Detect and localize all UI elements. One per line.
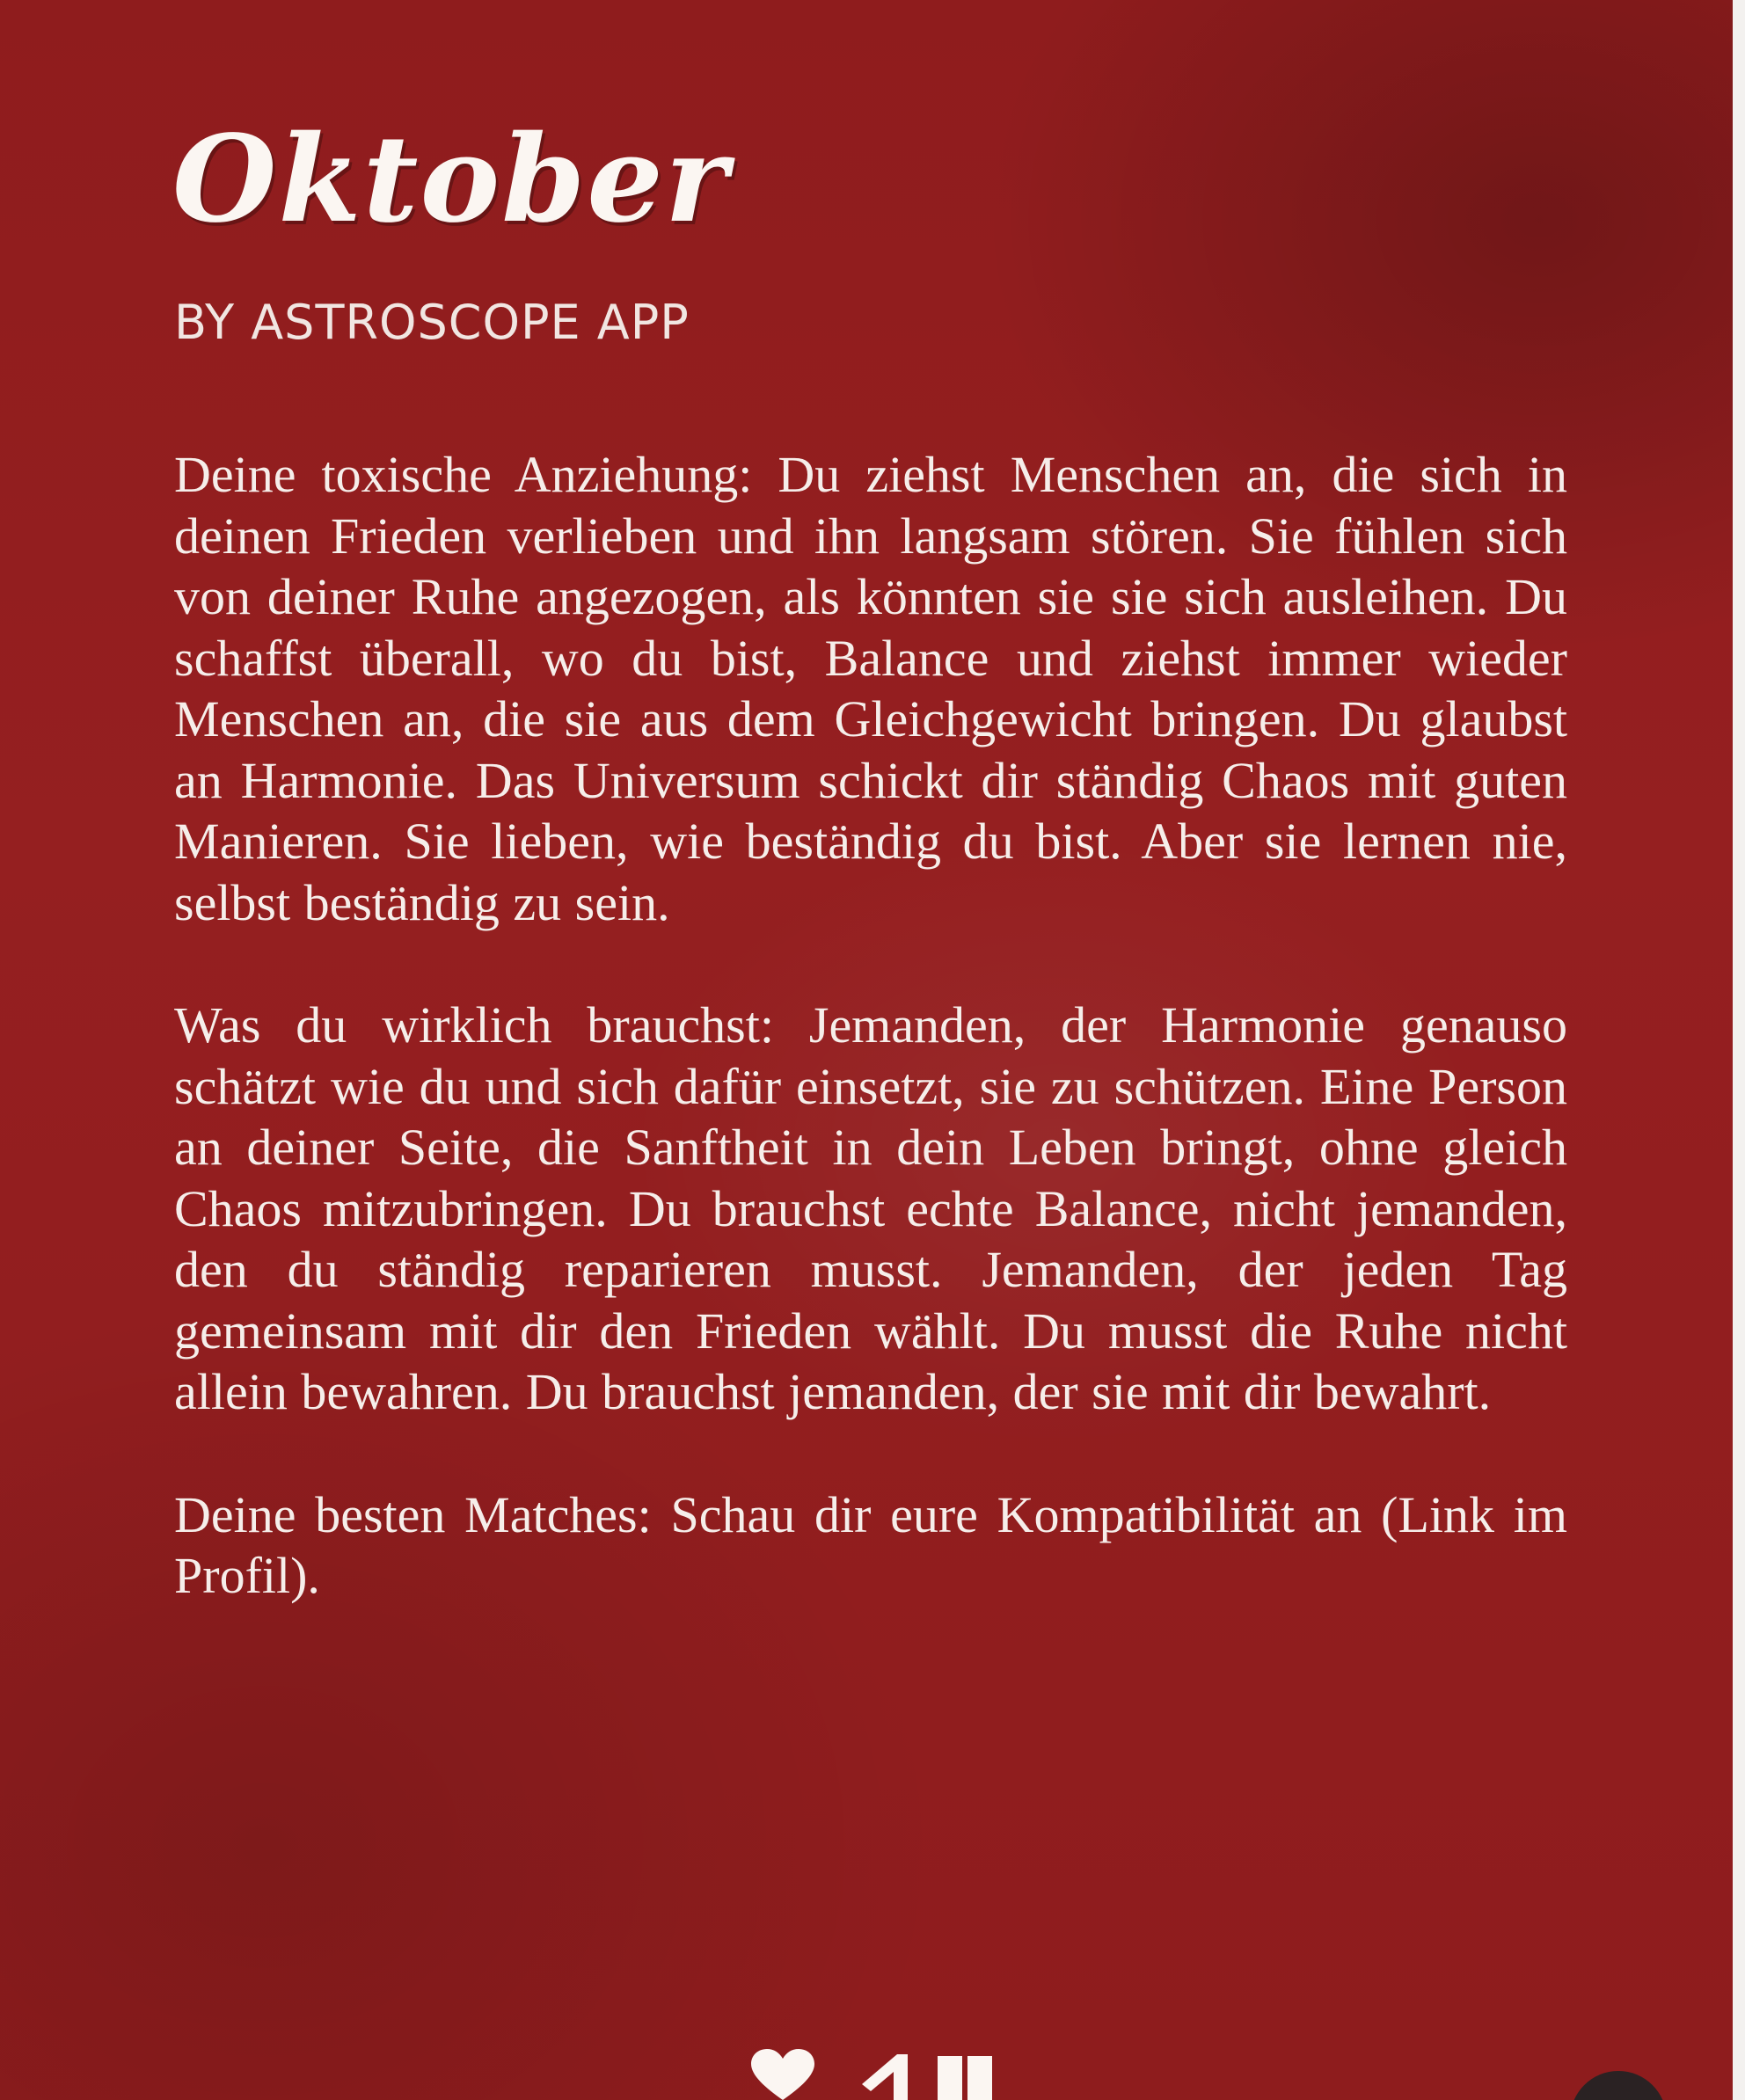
horoscope-text	[174, 444, 1567, 1668]
paragraph-what-you-need: Was du wirklich brauchst: Jemanden, der Harmonie genauso schätzt wie du und sich dafür einsetzt, sie zu schützen. Eine Person an deiner Seite, die Sanftheit in dein Leben bringt, ohne gleich Chaos mitzubringen. Du brauchst echte Balance, nicht jemanden, den du ständig reparieren musst. Jemanden, der jeden Tag gemeinsam mit dir den Frieden wählt. Du musst die Ruhe nicht allein bewahren. Du brauchst jemanden, der sie mit dir bewahrt.	[174, 996, 1567, 1420]
footer-icons	[748, 2049, 1011, 2100]
paragraph-toxic-attraction: Deine toxische Anziehung: Du ziehst Menschen an, die sich in deinen Frieden verlieben und ihn langsam stören. Sie fühlen sich von deiner Ruhe angezogen, als könnten sie sie sich ausleihen. Du schaffst überall, wo du bist, Balance und ziehst immer wieder Menschen an, die sie aus dem Gleichgewicht bringen. Du glaubst an Harmonie. Das Universum schickt dir ständig Chaos mit guten Manieren. Sie lieben, wie beständig du bist. Aber sie lernen nie, selbst beständig zu sein.	[174, 446, 1567, 931]
page-title: Oktober	[172, 109, 730, 250]
page-edge	[1733, 0, 1745, 2100]
paragraph-best-matches: Deine besten Matches: Schau dir eure Kompatibilität an (Link im Profil).	[174, 1485, 1567, 1604]
heart-icon[interactable]	[748, 2049, 818, 2100]
bars-icon[interactable]	[853, 2049, 1003, 2100]
byline: BY ASTROSCOPE APP	[174, 295, 690, 350]
